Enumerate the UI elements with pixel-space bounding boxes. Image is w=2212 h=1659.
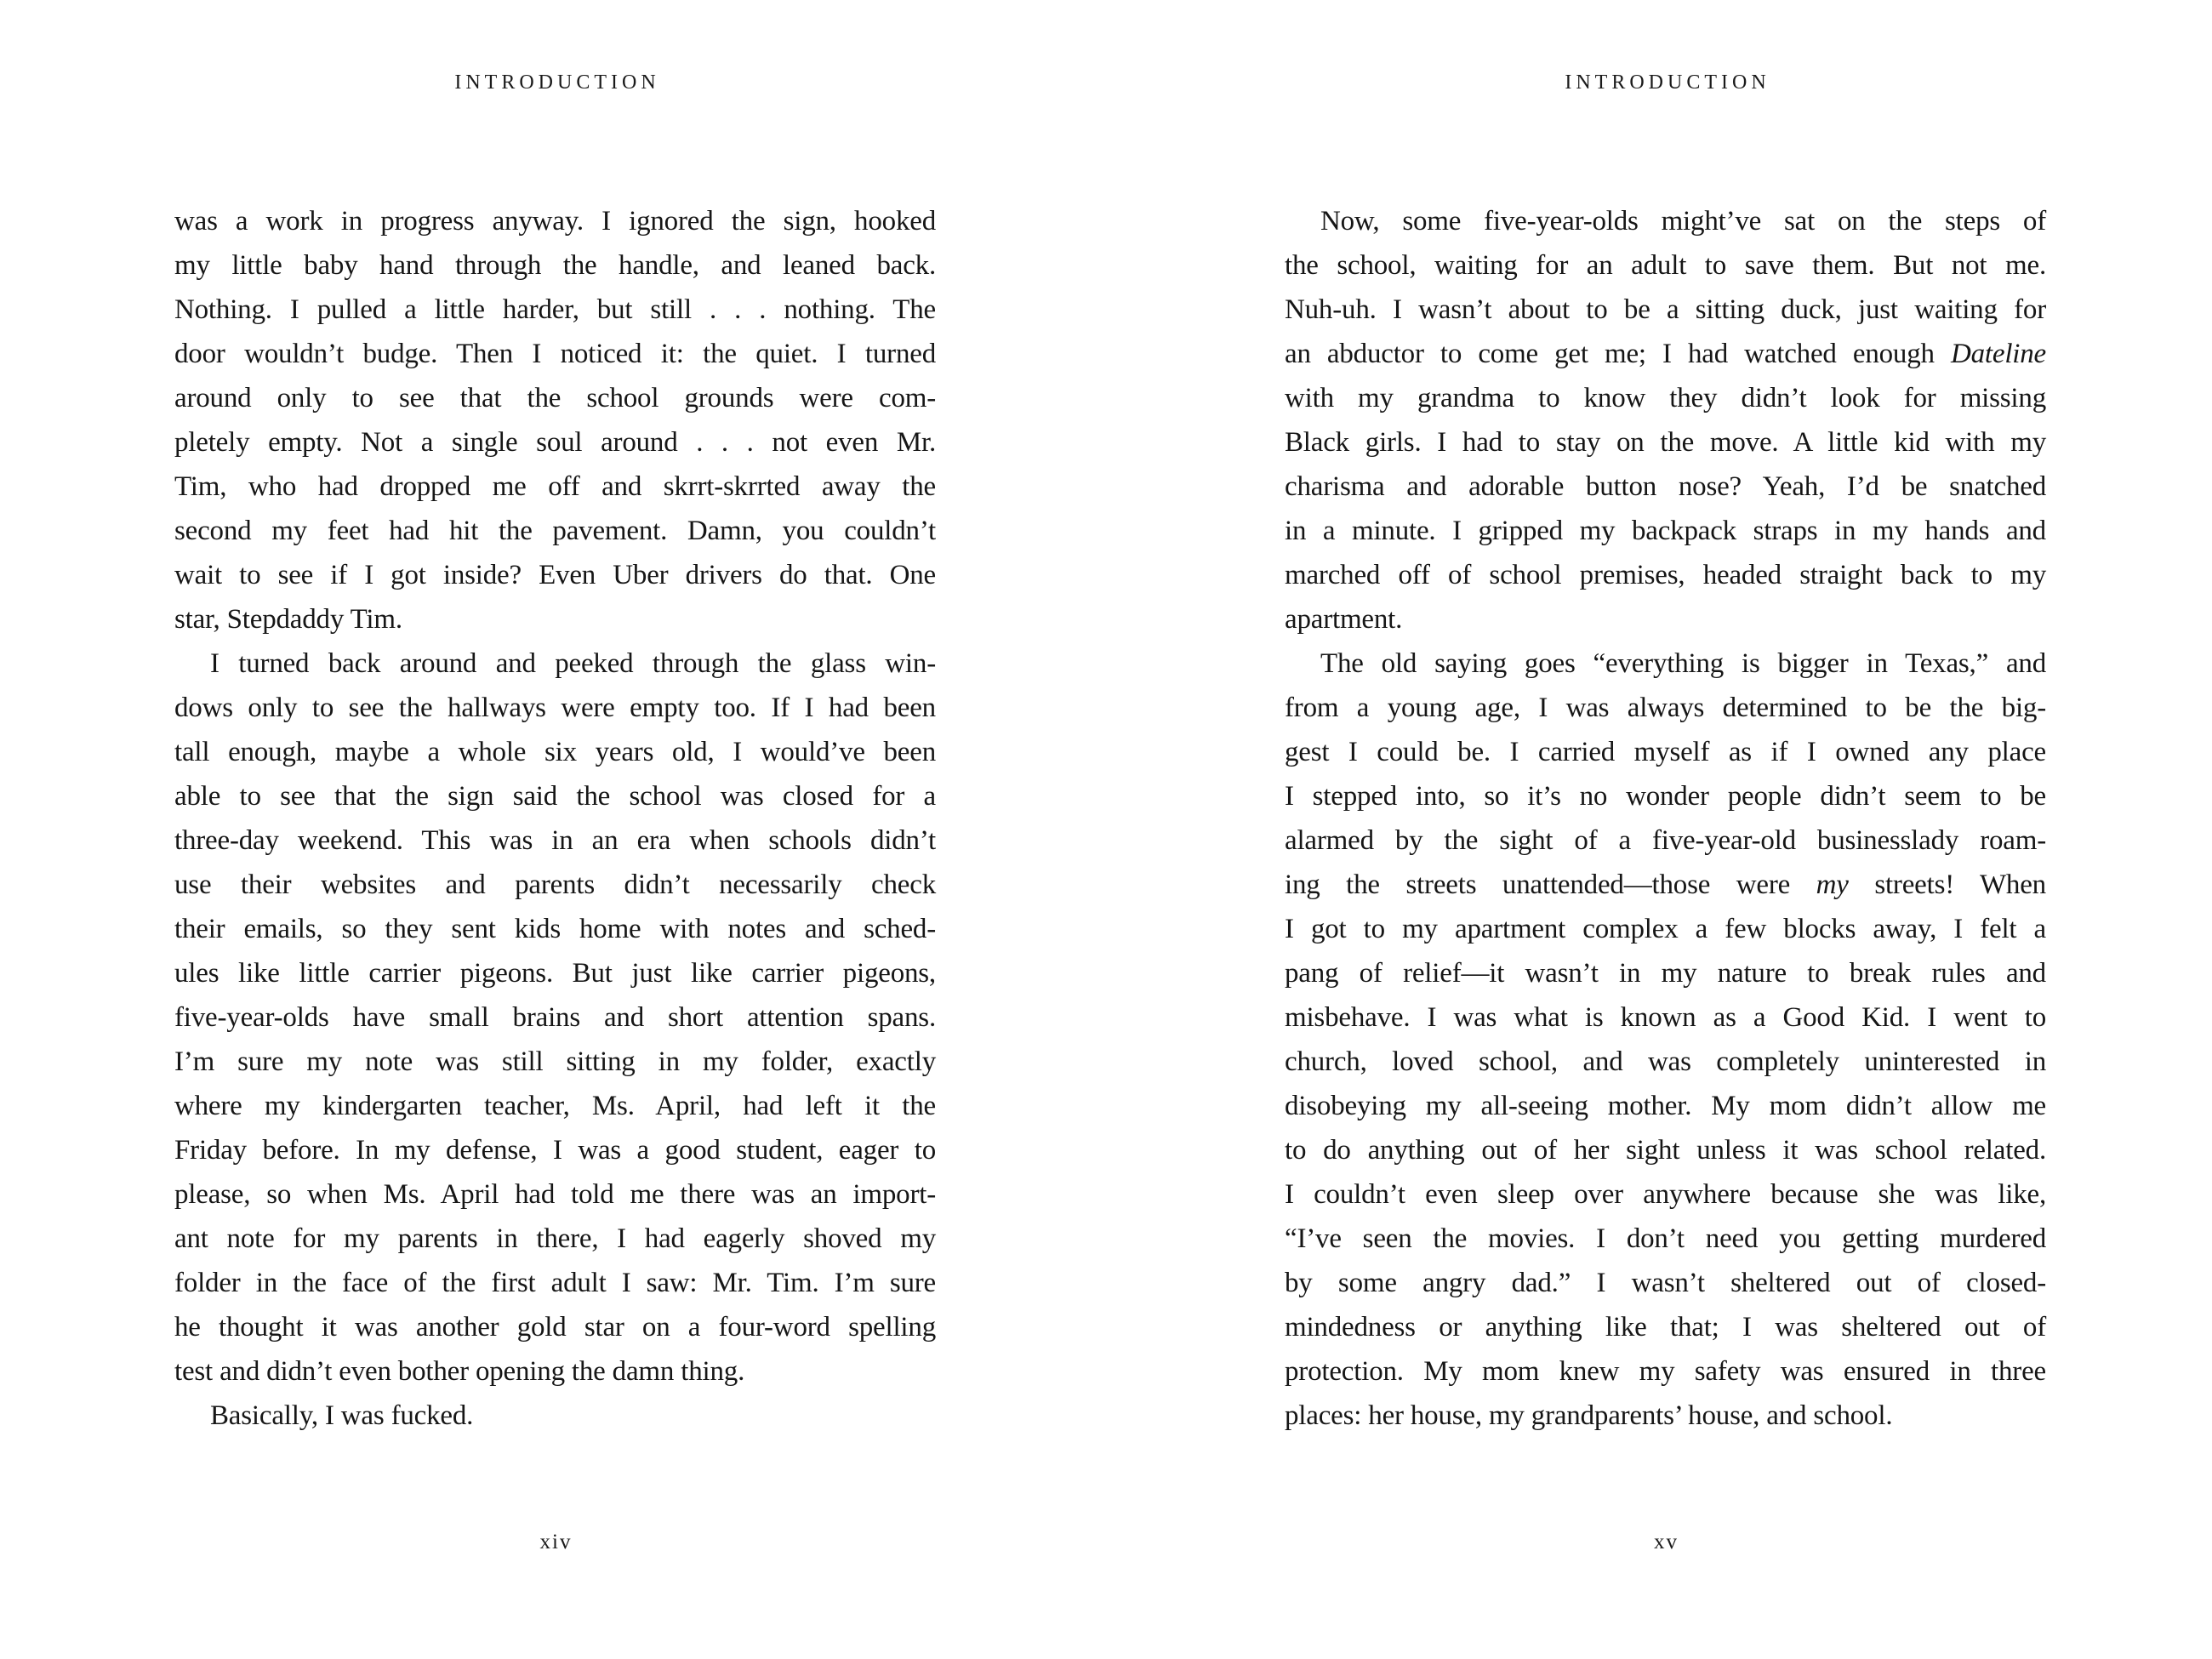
- text-line: Nothing. I pulled a little harder, but still . . . nothing. The: [174, 294, 936, 325]
- text-line: ant note for my parents in there, I had eagerly shoved my: [174, 1223, 936, 1254]
- text-line: my little baby hand through the handle, and leaned back.: [174, 250, 936, 281]
- italic-text: Dateline: [1950, 339, 2046, 369]
- text-line: disobeying my all-seeing mother. My mom didn’t allow me: [1285, 1091, 2046, 1121]
- text-line: Black girls. I had to stay on the move. A little kid with my: [1285, 427, 2046, 458]
- text-line: “I’ve seen the movies. I don’t need you getting murdered: [1285, 1223, 2046, 1254]
- text-line: three-day weekend. This was in an era when schools didn’t: [174, 825, 936, 856]
- text-line: able to see that the sign said the school was closed for a: [174, 781, 936, 812]
- running-header: INTRODUCTION: [1565, 71, 1770, 94]
- text-line: use their websites and parents didn’t necessarily check: [174, 869, 936, 900]
- page-number: xv: [1654, 1531, 1679, 1554]
- text-line: church, loved school, and was completely uninterested in: [1285, 1046, 2046, 1077]
- text-line: an abductor to come get me; I had watched enough Dateline: [1285, 339, 2046, 369]
- text-line: marched off of school premises, headed straight back to my: [1285, 560, 2046, 590]
- text-line: the school, waiting for an adult to save them. But not me.: [1285, 250, 2046, 281]
- text-line: by some angry dad.” I wasn’t sheltered out of closed-: [1285, 1268, 2046, 1298]
- text-line: door wouldn’t budge. Then I noticed it: the quiet. I turned: [174, 339, 936, 369]
- text-line: ing the streets unattended—those were my streets! When: [1285, 869, 2046, 900]
- text-line: star, Stepdaddy Tim.: [174, 604, 402, 635]
- text-line: with my grandma to know they didn’t look for missing: [1285, 383, 2046, 413]
- text-line: mindedness or anything like that; I was sheltered out of: [1285, 1312, 2046, 1343]
- page-body: [174, 199, 936, 1438]
- text-line: Friday before. In my defense, I was a good student, eager to: [174, 1135, 936, 1166]
- italic-text: my: [1816, 869, 1849, 900]
- text-line: I stepped into, so it’s no wonder people didn’t seem to be: [1285, 781, 2046, 812]
- text-line: I’m sure my note was still sitting in my folder, exactly: [174, 1046, 936, 1077]
- text-line: dows only to see the hallways were empty too. If I had been: [174, 693, 936, 723]
- text-line: please, so when Ms. April had told me there was an import-: [174, 1179, 936, 1210]
- text-line: around only to see that the school grounds were com-: [174, 383, 936, 413]
- text-line: I got to my apartment complex a few blocks away, I felt a: [1285, 914, 2046, 944]
- page-number: xiv: [539, 1531, 573, 1554]
- text-line: gest I could be. I carried myself as if I owned any place: [1285, 737, 2046, 767]
- text-line: their emails, so they sent kids home with notes and sched-: [174, 914, 936, 944]
- text-line: Nuh-uh. I wasn’t about to be a sitting duck, just waiting for: [1285, 294, 2046, 325]
- text-line: alarmed by the sight of a five-year-old businesslady roam-: [1285, 825, 2046, 856]
- text-line: tall enough, maybe a whole six years old, I would’ve been: [174, 737, 936, 767]
- text-line: Now, some five-year-olds might’ve sat on the steps of: [1320, 206, 2046, 237]
- text-line: to do anything out of her sight unless it was school related.: [1285, 1135, 2046, 1166]
- running-header: INTRODUCTION: [454, 71, 660, 94]
- text-line: Tim, who had dropped me off and skrrt-skrrted away the: [174, 471, 936, 502]
- text-line: second my feet had hit the pavement. Damn, you couldn’t: [174, 516, 936, 546]
- page-body: [1285, 199, 2046, 1438]
- text-line: I couldn’t even sleep over anywhere because she was like,: [1285, 1179, 2046, 1210]
- text-line: charisma and adorable button nose? Yeah, I’d be snatched: [1285, 471, 2046, 502]
- text-line: in a minute. I gripped my backpack straps in my hands and: [1285, 516, 2046, 546]
- text-line: places: her house, my grandparents’ house, and school.: [1285, 1400, 1893, 1431]
- text-line: The old saying goes “everything is bigger in Texas,” and: [1320, 648, 2046, 679]
- text-line: pletely empty. Not a single soul around . . . not even Mr.: [174, 427, 936, 458]
- text-line: protection. My mom knew my safety was ensured in three: [1285, 1356, 2046, 1387]
- text-line: test and didn’t even bother opening the damn thing.: [174, 1356, 745, 1387]
- text-line: pang of relief—it wasn’t in my nature to break rules and: [1285, 958, 2046, 989]
- book-page-left: [174, 0, 936, 1659]
- text-line: wait to see if I got inside? Even Uber drivers do that. One: [174, 560, 936, 590]
- text-line: folder in the face of the first adult I saw: Mr. Tim. I’m sure: [174, 1268, 936, 1298]
- text-line: Basically, I was fucked.: [210, 1400, 474, 1431]
- text-line: from a young age, I was always determined to be the big-: [1285, 693, 2046, 723]
- text-line: apartment.: [1285, 604, 1403, 635]
- text-line: five-year-olds have small brains and short attention spans.: [174, 1002, 936, 1033]
- text-line: misbehave. I was what is known as a Good Kid. I went to: [1285, 1002, 2046, 1033]
- text-line: ules like little carrier pigeons. But just like carrier pigeons,: [174, 958, 936, 989]
- text-line: where my kindergarten teacher, Ms. April, had left it the: [174, 1091, 936, 1121]
- book-page-right: [1285, 0, 2046, 1659]
- text-line: I turned back around and peeked through the glass win-: [210, 648, 936, 679]
- text-line: was a work in progress anyway. I ignored the sign, hooked: [174, 206, 936, 237]
- text-line: he thought it was another gold star on a four-word spelling: [174, 1312, 936, 1343]
